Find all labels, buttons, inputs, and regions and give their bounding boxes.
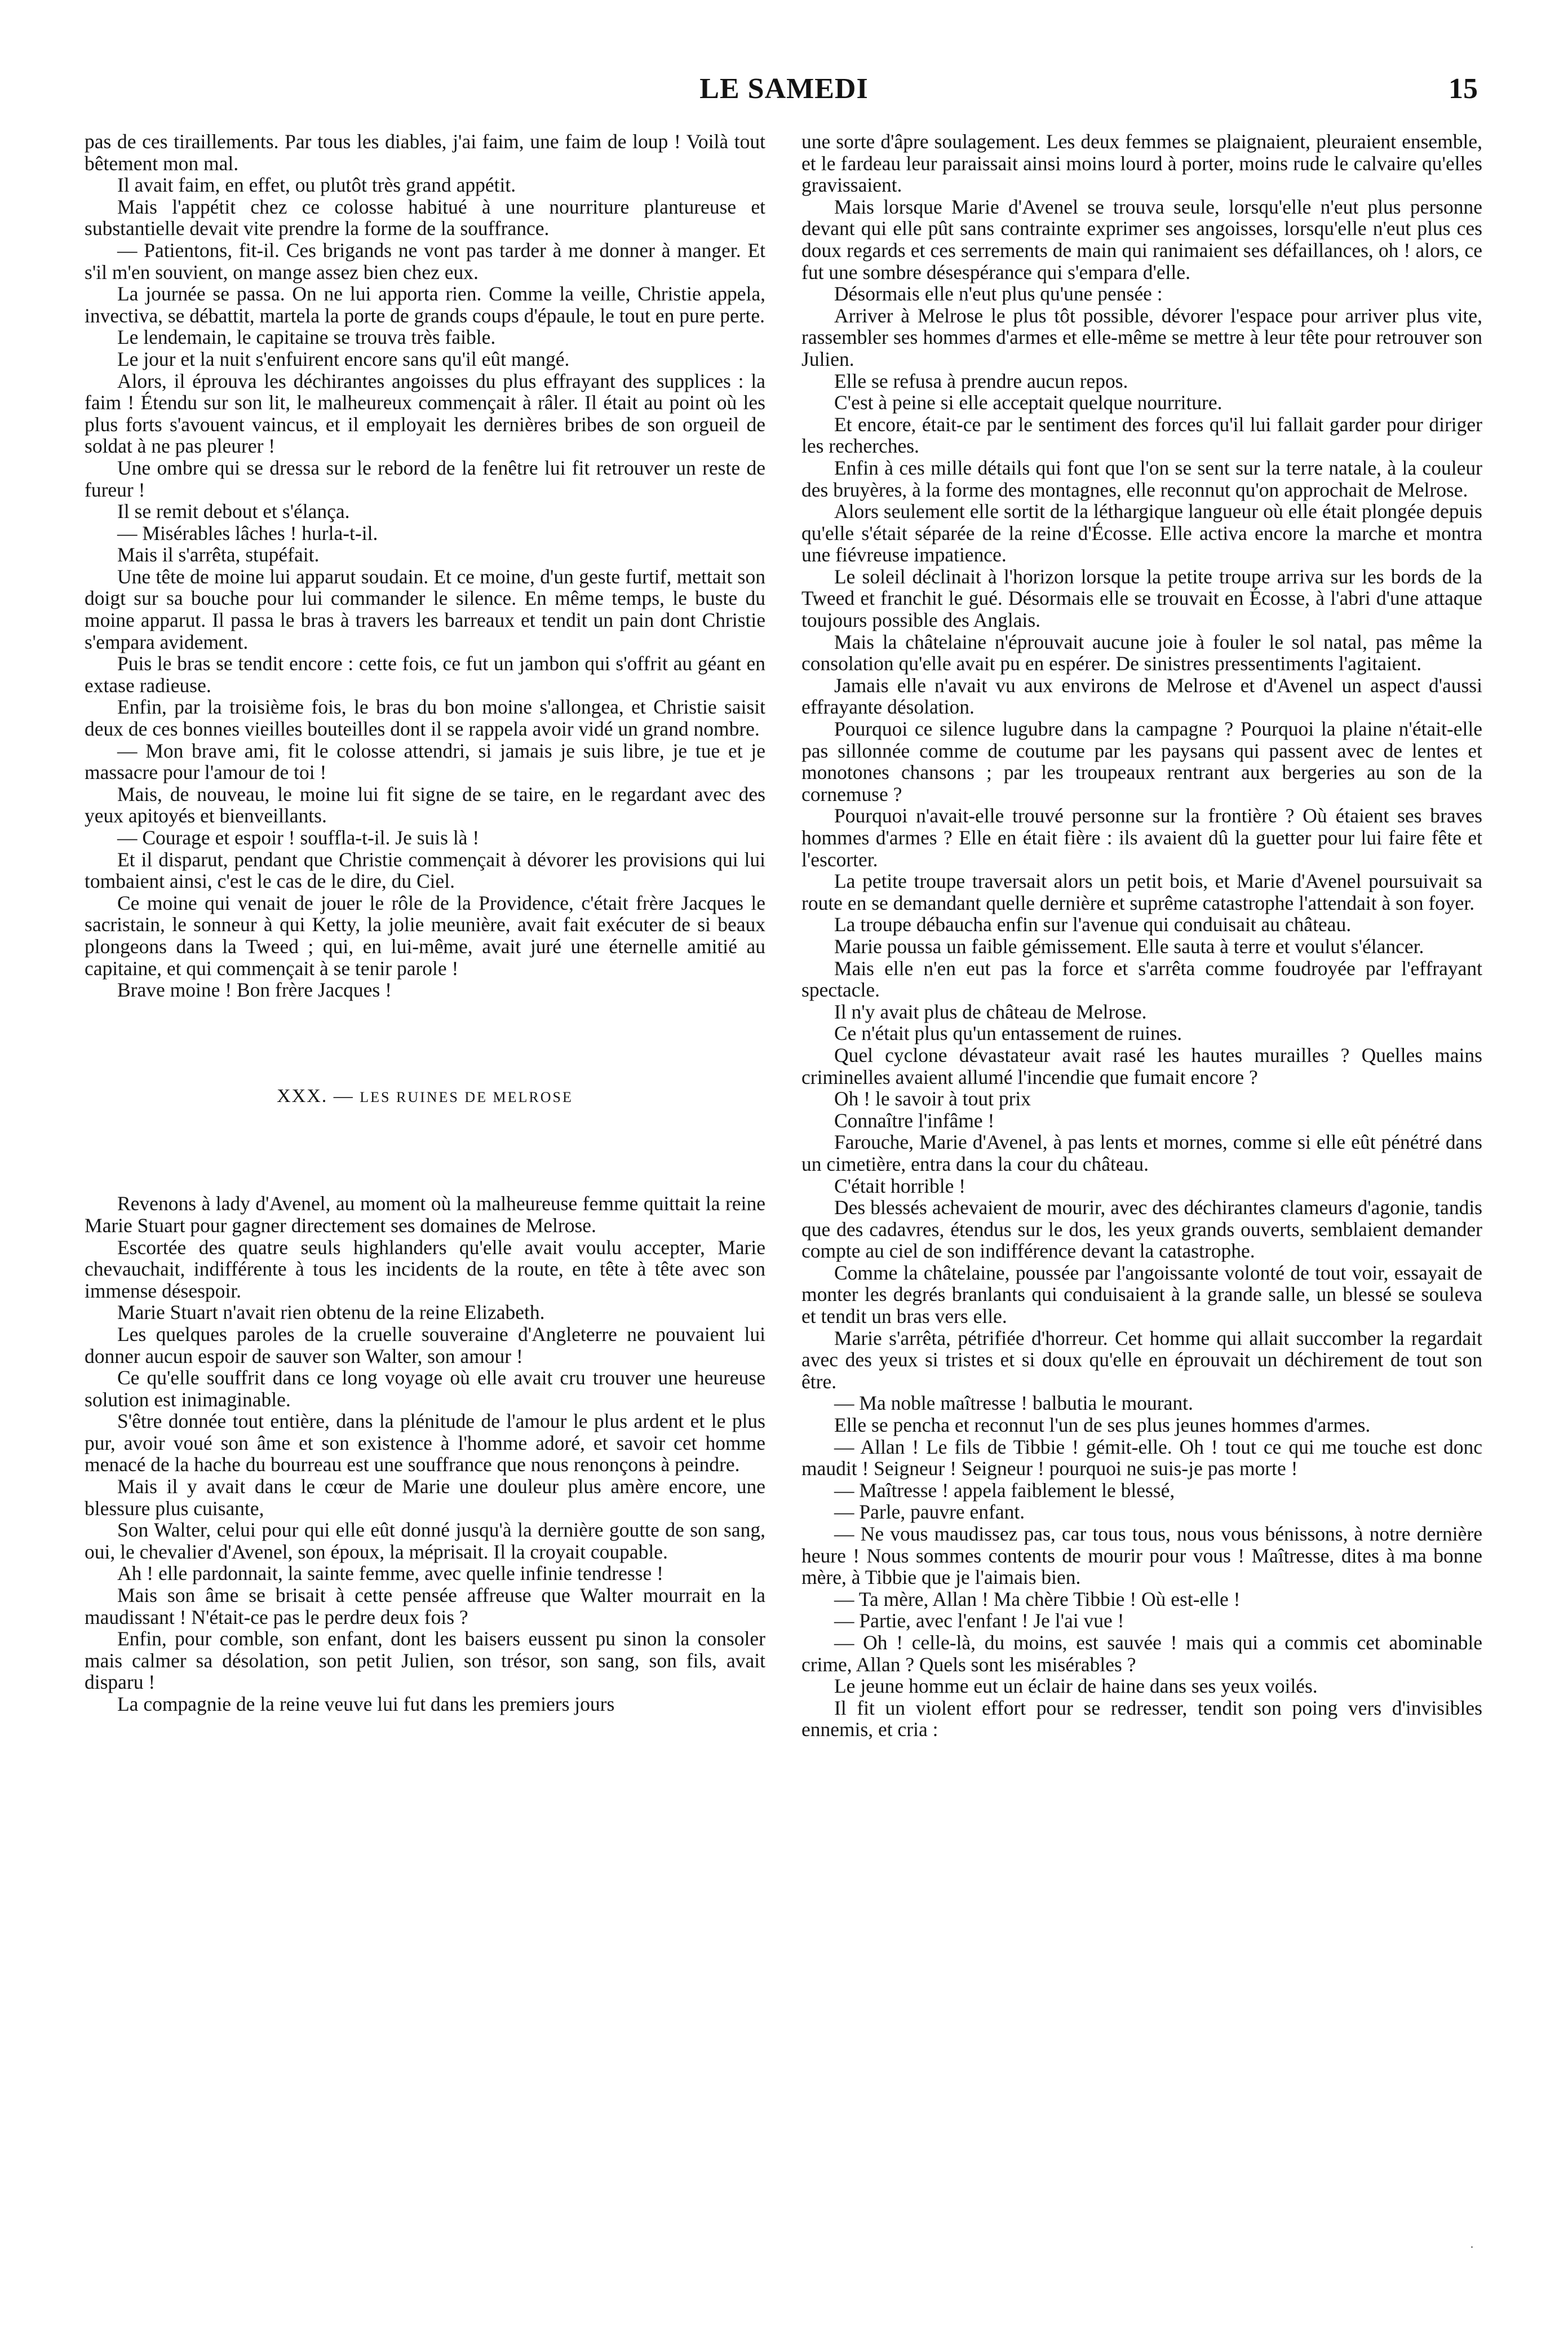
left-paragraphs-before [85,131,765,1001]
paragraph: Marie Stuart n'avait rien obtenu de la reine Elizabeth. [117,1301,545,1324]
paragraph: Connaître l'infâme ! [834,1109,995,1132]
paragraph: Mais elle n'en eut pas la force et s'arrêta comme foudroyée par l'effrayant spectacle. [801,957,1482,1002]
paragraph: Le soleil déclinait à l'horizon lorsque la petite troupe arriva sur les bords de la Tweed et franchit le gué. Désormais elle se trouvait en Écosse, à l'abri d'une attaque toujours possible des Anglais. [801,565,1482,632]
paragraph: Mais son âme se brisait à cette pensée affreuse que Walter mourrait en la maudissant ! N'était-ce pas le perdre deux fois ? [85,1584,765,1628]
paragraph: Il avait faim, en effet, ou plutôt très grand appétit. [117,174,516,197]
paragraph: — Allan ! Le fils de Tibbie ! gémit-elle. Oh ! tout ce qui me touche est donc maudit ! Seigneur ! Seigneur ! pourquoi ne suis-je pas morte ! [801,1435,1482,1480]
right-column [801,131,1482,1741]
paragraph: Puis le bras se tendit encore : cette fois, ce fut un jambon qui s'offrit au géant en extase radieuse. [85,652,765,697]
paragraph: Enfin à ces mille détails qui font que l'on se sent sur la terre natale, à la couleur des bruyères, à la forme des montagnes, elle reconnut qu'on approchait de Melrose. [801,456,1482,501]
paragraph: Arriver à Melrose le plus tôt possible, dévorer l'espace pour arriver plus vite, rassembler ses hommes d'armes et elle-même se mettre à leur tête pour retrouver son Julien. [801,304,1482,370]
paragraph: — Maîtresse ! appela faiblement le blessé, [834,1479,1175,1502]
paragraph: La troupe débaucha enfin sur l'avenue qui conduisait au château. [834,913,1352,936]
running-title: LE SAMEDI [699,73,869,105]
paragraph: Désormais elle n'eut plus qu'une pensée : [834,282,1163,306]
paragraph: — Partie, avec l'enfant ! Je l'ai vue ! [834,1609,1124,1632]
paragraph: Escortée des quatre seuls highlanders qu'elle avait voulu accepter, Marie chevauchait, indifférente à tous les incidents de la route, en tête à tête avec son immense désespoir. [85,1236,765,1302]
paragraph: Revenons à lady d'Avenel, au moment où la malheureuse femme quittait la reine Marie Stuart pour gagner directement ses domaines de Melrose. [85,1192,765,1237]
paragraph: Et encore, était-ce par le sentiment des forces qu'il lui fallait garder pour diriger les recherches. [801,413,1482,458]
paragraph: Comme la châtelaine, poussée par l'angoissante volonté de tout voir, essayait de monter les degrés branlants qui conduisaient à la grande salle, un blessé se souleva et tendit un bras vers elle. [801,1261,1482,1328]
paragraph: Elle se pencha et reconnut l'un de ses plus jeunes hommes d'armes. [834,1414,1371,1437]
chapter-title: LES RUINES DE MELROSE [360,1088,573,1105]
paragraph: La petite troupe traversait alors un petit bois, et Marie d'Avenel poursuivait sa route en se demandant quelle dernière et suprême catastrophe l'attendait à son foyer. [801,870,1482,914]
paragraph: Quel cyclone dévastateur avait rasé les hautes murailles ? Quelles mains criminelles avaient allumé l'incendie que fumait encore ? [801,1043,1482,1088]
paragraph: Et il disparut, pendant que Christie commençait à dévorer les provisions qui lui tombaient ainsi, c'est le cas de le dire, du Ciel. [85,848,765,893]
paragraph: Mais il s'arrêta, stupéfait. [117,543,320,566]
paragraph: Une tête de moine lui apparut soudain. Et ce moine, d'un geste furtif, mettait son doigt sur sa bouche pour lui commander le silence. En même temps, le buste du moine apparut. Il passa le bras à travers les barreaux et tendit un pain dont Christie s'empara avidement. [85,565,765,653]
paragraph: C'était horrible ! [834,1174,966,1197]
paragraph: — Mon brave ami, fit le colosse attendri, si jamais je suis libre, je tue et je massacre pour l'amour de toi ! [85,739,765,784]
paragraph: — Ma noble maîtresse ! balbutia le mourant. [834,1392,1193,1415]
paragraph: Il fit un violent effort pour se redresser, tendit son poing vers d'invisibles ennemis, et cria : [801,1696,1482,1741]
paragraph: Ce moine qui venait de jouer le rôle de la Providence, c'était frère Jacques le sacristain, le sonneur à qui Ketty, la jolie meunière, avait fait exécuter de si beaux plongeons dans la Tweed ; qui, en lui-même, avait juré une éternelle amitié au capitaine, et qui commençait à se tenir parole ! [85,891,765,980]
paragraph: Ah ! elle pardonnait, la sainte femme, avec quelle infinie tendresse ! [117,1562,663,1585]
paragraph: Le jeune homme eut un éclair de haine dans ses yeux voilés. [834,1675,1318,1698]
print-speck [1471,2246,1473,2248]
paragraph: Alors seulement elle sortit de la léthargique langueur où elle était plongée depuis qu'elle s'était séparée de la reine d'Écosse. Elle activa encore la marche et montra une fiévreuse impatience. [801,500,1482,566]
chapter-heading [85,1086,765,1109]
paragraph: S'être donnée tout entière, dans la plénitude de l'amour le plus ardent et le plus pur, avoir voué son âme et son existence à l'homme adoré, et savoir cet homme menacé de la hache du bourreau est une souffrance que nous renonçons à peindre. [85,1410,765,1476]
paragraph: — Patientons, fit-il. Ces brigands ne vont pas tarder à me donner à manger. Et s'il m'en souvient, on mange assez bien chez eux. [85,238,765,284]
paragraph: C'est à peine si elle acceptait quelque nourriture. [834,391,1222,414]
paragraph: Mais il y avait dans le cœur de Marie une douleur plus amère encore, une blessure plus cuisante, [85,1475,765,1520]
page-header [85,72,1483,112]
paragraph: Des blessés achevaient de mourir, avec des déchirantes clameurs d'agonie, tandis que des cadavres, étendus sur le dos, les yeux grands ouverts, semblaient demander compte au ciel de son indifférence devant la catastrophe. [801,1196,1482,1263]
paragraph: Il se remit debout et s'élança. [117,500,350,523]
paragraph: Jamais elle n'avait vu aux environs de Melrose et d'Avenel un aspect d'aussi effrayante désolation. [801,674,1482,719]
paragraph: — Ta mère, Allan ! Ma chère Tibbie ! Où est-elle ! [834,1587,1241,1610]
paragraph: Mais, de nouveau, le moine lui fit signe de se taire, en le regardant avec des yeux apitoyés et bienveillants. [85,782,765,827]
paragraph: Le jour et la nuit s'enfuirent encore sans qu'il eût mangé. [117,347,570,370]
paragraph: — Ne vous maudissez pas, car tous tous, nous vous bénissons, à notre dernière heure ! Nous sommes contents de mourir pour vous ! Maîtresse, dites à ma bonne mère, à Tibbie que je l'aimais bien. [801,1522,1482,1589]
paragraph: Ce n'était plus qu'un entassement de ruines. [834,1022,1182,1045]
paragraph: Elle se refusa à prendre aucun repos. [834,369,1128,392]
paragraph: Marie poussa un faible gémissement. Elle sauta à terre et voulut s'élancer. [834,935,1424,958]
paragraph: Pourquoi ce silence lugubre dans la campagne ? Pourquoi la plaine n'était-elle pas sillonnée comme de coutume par les paysans qui passent avec de lentes et monotones chansons ; par les troupeaux rentrant aux bergeries au son de la cornemuse ? [801,718,1482,805]
paragraph: Mais lorsque Marie d'Avenel se trouva seule, lorsqu'elle n'eut plus personne devant qui elle pût sans contrainte exprimer ses angoisses, lorsqu'elle n'eut plus ces doux regards et ces serrements de main qui ranimaient ses défaillances, oh ! alors, ce fut une sombre désespérance qui s'empara d'elle. [801,195,1482,284]
paragraph: Ce qu'elle souffrit dans ce long voyage où elle avait cru trouver une heureuse solution est inimaginable. [85,1366,765,1411]
paragraph: — Misérables lâches ! hurla-t-il. [117,521,378,545]
paragraph: Farouche, Marie d'Avenel, à pas lents et mornes, comme si elle eût pénétré dans un cimetière, entra dans la cour du château. [801,1131,1482,1175]
left-column [85,131,765,1715]
paragraph: Son Walter, celui pour qui elle eût donné jusqu'à la dernière goutte de son sang, oui, le chevalier d'Avenel, son époux, la méprisait. Il la croyait coupable. [85,1519,765,1563]
paragraph: Les quelques paroles de la cruelle souveraine d'Angleterre ne pouvaient lui donner aucun espoir de sauver son Walter, son amour ! [85,1322,765,1367]
paragraph: — Oh ! celle-là, du moins, est sauvée ! mais qui a commis cet abominable crime, Allan ? Quels sont les misérables ? [801,1631,1482,1676]
paragraph: Mais la châtelaine n'éprouvait aucune joie à fouler le sol natal, pas même la consolation qu'elle avait pu en espérer. De sinistres pressentiments l'agitaient. [801,630,1482,675]
paragraph: Il n'y avait plus de château de Melrose. [834,1000,1147,1023]
chapter-number: XXX. — [277,1085,354,1106]
paragraph: La compagnie de la reine veuve lui fut dans les premiers jours [117,1693,615,1715]
paragraph: Le lendemain, le capitaine se trouva très faible. [117,326,496,349]
paragraph: Oh ! le savoir à tout prix [834,1087,1031,1110]
paragraph: Brave moine ! Bon frère Jacques ! [117,979,392,1002]
paragraph: Marie s'arrêta, pétrifiée d'horreur. Cet homme qui allait succomber la regardait avec des yeux si tristes et si doux qu'elle en éprouvait un déchirement de tout son être. [801,1326,1482,1393]
paragraph: Mais l'appétit chez ce colosse habitué à une nourriture plantureuse et substantielle devait vite prendre la forme de la souffrance. [85,195,765,240]
paragraph: Alors, il éprouva les déchirantes angoisses du plus effrayant des supplices : la faim ! Étendu sur son lit, le malheureux commençait à râler. Il était au point où les plus forts s'avouent vaincus, et il employait les dernières bribes de son orgueil de soldat à ne pas pleurer ! [85,369,765,458]
paragraph: une sorte d'âpre soulagement. Les deux femmes se plaignaient, pleuraient ensemble, et le fardeau leur paraissait ainsi moins lourd à porter, moins rude le calvaire qu'elles gravissaient. [801,130,1482,197]
page-number: 15 [1449,73,1478,105]
paragraph: Enfin, par la troisième fois, le bras du bon moine s'allongea, et Christie saisit deux de ces bonnes vieilles bouteilles dont il se rappela avoir vidé un grand nombre. [85,696,765,741]
paragraph: La journée se passa. On ne lui apporta rien. Comme la veille, Christie appela, invectiva, se débattit, martela la porte de grands coups d'épaule, le tout en pure perte. [85,282,765,327]
paragraph: — Courage et espoir ! souffla-t-il. Je suis là ! [117,826,480,849]
paragraph: Une ombre qui se dressa sur le rebord de la fenêtre lui fit retrouver un reste de fureur ! [85,456,765,501]
paragraph: Enfin, pour comble, son enfant, dont les baisers eussent pu sinon la consoler mais calmer sa désolation, son petit Julien, son trésor, son sang, son fils, avait disparu ! [85,1627,765,1694]
right-paragraphs [801,131,1482,1741]
paragraph: Pourquoi n'avait-elle trouvé personne sur la frontière ? Où étaient ses braves hommes d'armes ? Elle en était fière : ils avaient dû la guetter pour lui faire fête et l'escorter. [801,804,1482,871]
paragraph: pas de ces tiraillements. Par tous les diables, j'ai faim, une faim de loup ! Voilà tout bêtement mon mal. [85,130,765,175]
paragraph: — Parle, pauvre enfant. [834,1500,1025,1524]
left-paragraphs-after [85,1193,765,1715]
